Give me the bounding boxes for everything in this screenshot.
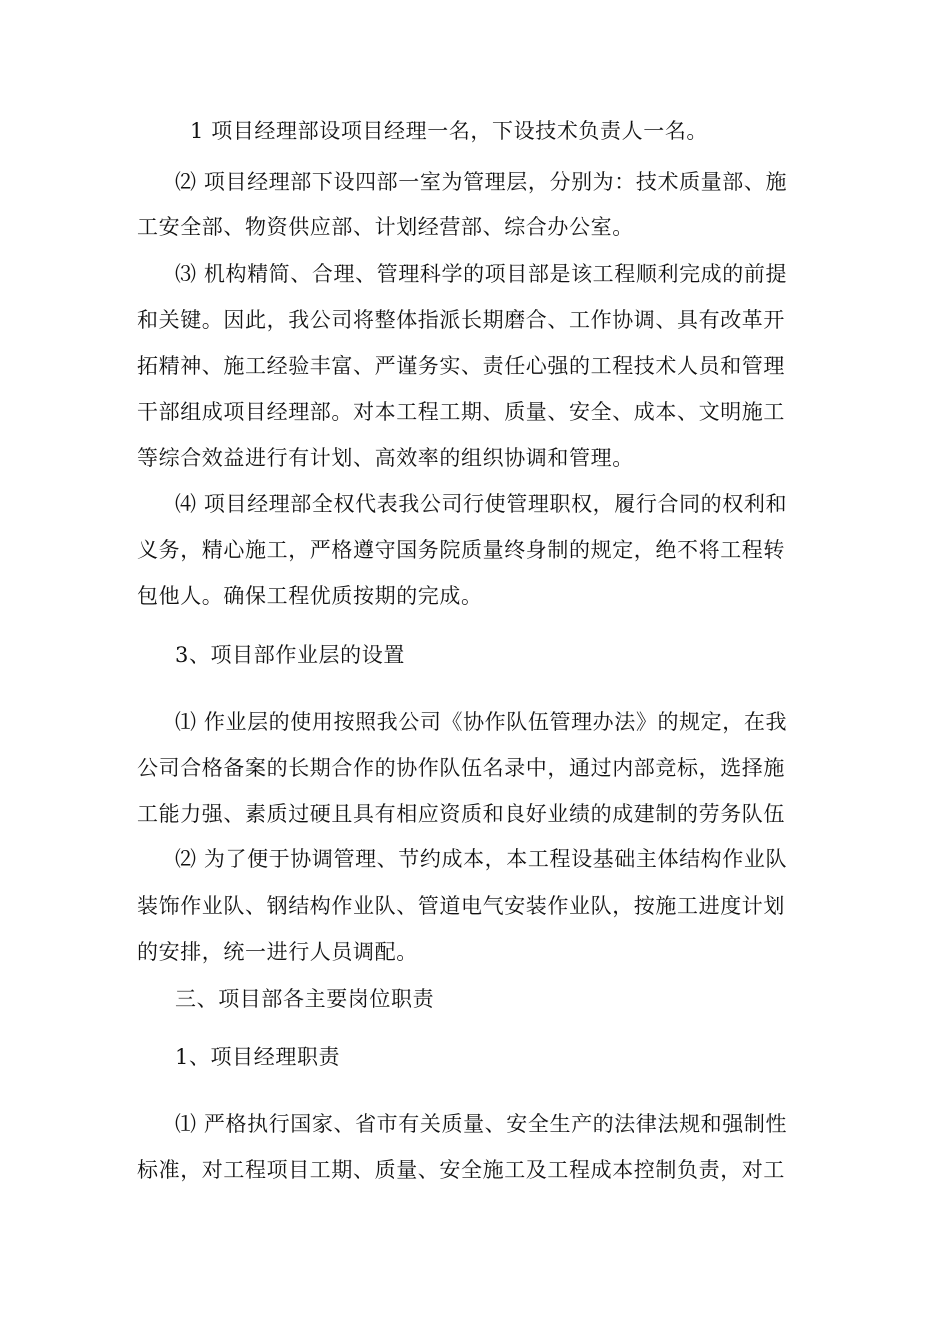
paragraph-line: ⑵ 为了便于协调管理、节约成本，本工程设基础主体结构作业队 xyxy=(175,847,788,871)
paragraph-line: 义务，精心施工，严格遵守国务院质量终身制的规定，绝不将工程转 xyxy=(137,538,785,562)
paragraph-line: 标准，对工程项目工期、质量、安全施工及工程成本控制负责，对工 xyxy=(137,1158,785,1182)
section-heading: 三、项目部各主要岗位职责 xyxy=(175,987,435,1011)
paragraph-line: 拓精神、施工经验丰富、严谨务实、责任心强的工程技术人员和管理 xyxy=(137,354,785,378)
paragraph-line: 工能力强、素质过硬且具有相应资质和良好业绩的成建制的劳务队伍 xyxy=(137,802,785,826)
paragraph-line: ⑶ 机构精简、合理、管理科学的项目部是该工程顺利完成的前提 xyxy=(175,262,788,286)
section-heading: 3、项目部作业层的设置 xyxy=(175,643,405,667)
paragraph-line: 和关键。因此，我公司将整体指派长期磨合、工作协调、具有改革开 xyxy=(137,308,785,332)
paragraph-line: ⑴ 作业层的使用按照我公司《协作队伍管理办法》的规定，在我 xyxy=(175,710,788,734)
paragraph-line: 工安全部、物资供应部、计划经营部、综合办公室。 xyxy=(137,215,634,239)
paragraph-line: 包他人。确保工程优质按期的完成。 xyxy=(137,584,483,608)
paragraph-line: 1 项目经理部设项目经理一名，下设技术负责人一名。 xyxy=(190,119,709,143)
paragraph-line: 等综合效益进行有计划、高效率的组织协调和管理。 xyxy=(137,446,634,470)
paragraph-line: ⑴ 严格执行国家、省市有关质量、安全生产的法律法规和强制性 xyxy=(175,1112,788,1136)
paragraph-line: ⑵ 项目经理部下设四部一室为管理层，分别为：技术质量部、施 xyxy=(175,170,788,194)
paragraph-line: 干部组成项目经理部。对本工程工期、质量、安全、成本、文明施工 xyxy=(137,400,785,424)
paragraph-line: 装饰作业队、钢结构作业队、管道电气安装作业队，按施工进度计划 xyxy=(137,894,785,918)
paragraph-line: 的安排，统一进行人员调配。 xyxy=(137,940,418,964)
paragraph-line: ⑷ 项目经理部全权代表我公司行使管理职权，履行合同的权利和 xyxy=(175,492,788,516)
paragraph-line: 公司合格备案的长期合作的协作队伍名录中，通过内部竞标，选择施 xyxy=(137,756,785,780)
section-heading: 1、项目经理职责 xyxy=(175,1045,341,1069)
